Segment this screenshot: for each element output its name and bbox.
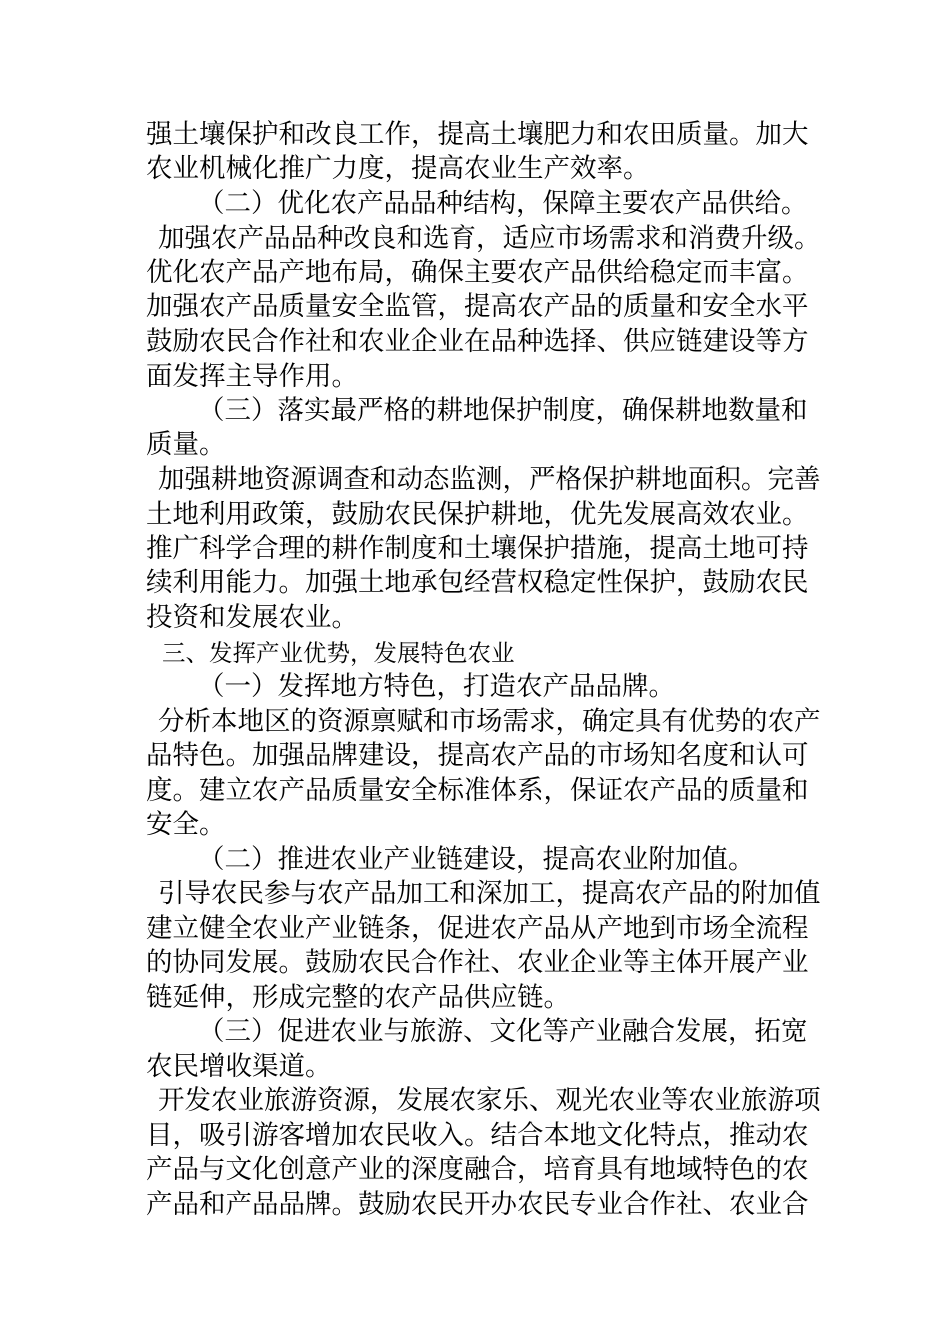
- text-line: 推广科学合理的耕作制度和土壤保护措施，提高土地可持: [146, 533, 809, 564]
- subheading-line: （二）推进农业产业链建设，提高农业附加值。: [198, 844, 755, 875]
- text-line: 土地利用政策，鼓励农民保护耕地，优先发展高效农业。: [146, 499, 809, 530]
- text-line: 目，吸引游客增加农民收入。结合本地文化特点，推动农: [146, 1120, 809, 1151]
- subheading-line: （一）发挥地方特色，打造农产品品牌。: [198, 671, 675, 702]
- text-line: 品特色。加强品牌建设，提高农产品的市场知名度和认可: [146, 740, 809, 771]
- text-line: 分析本地区的资源禀赋和市场需求，确定具有优势的农产: [158, 706, 821, 737]
- text-line: 优化农产品产地布局，确保主要农产品供给稳定而丰富。: [146, 257, 809, 288]
- text-line: 鼓励农民合作社和农业企业在品种选择、供应链建设等方: [146, 326, 809, 357]
- text-line: 链延伸，形成完整的农产品供应链。: [146, 982, 570, 1013]
- text-line: 加强耕地资源调查和动态监测，严格保护耕地面积。完善: [158, 464, 821, 495]
- subheading-line: （二）优化农产品品种结构，保障主要农产品供给。: [198, 188, 808, 219]
- text-line: 产品与文化创意产业的深度融合，培育具有地域特色的农: [146, 1154, 809, 1185]
- text-line: 建立健全农业产业链条，促进农产品从产地到市场全流程: [146, 913, 809, 944]
- text-line: 安全。: [146, 809, 226, 840]
- text-line: 开发农业旅游资源，发展农家乐、观光农业等农业旅游项: [158, 1085, 821, 1116]
- section-heading: 三、发挥产业优势，发展特色农业: [162, 639, 515, 667]
- text-line: 度。建立农产品质量安全标准体系，保证农产品的质量和: [146, 775, 809, 806]
- text-line: 农业机械化推广力度，提高农业生产效率。: [146, 153, 650, 184]
- text-line: 的协同发展。鼓励农民合作社、农业企业等主体开展产业: [146, 947, 809, 978]
- text-line: 投资和发展农业。: [146, 602, 358, 633]
- text-line: 质量。: [146, 429, 226, 460]
- text-line: 农民增收渠道。: [146, 1051, 332, 1082]
- text-line: 加强农产品质量安全监管，提高农产品的质量和安全水平: [146, 291, 809, 322]
- text-line: 加强农产品品种改良和选育，适应市场需求和消费升级。: [158, 223, 821, 254]
- text-line: 产品和产品品牌。鼓励农民开办农民专业合作社、农业合: [146, 1189, 809, 1220]
- text-line: 强土壤保护和改良工作，提高土壤肥力和农田质量。加大: [146, 119, 809, 150]
- subheading-line: （三）促进农业与旅游、文化等产业融合发展，拓宽: [198, 1016, 808, 1047]
- subheading-line: （三）落实最严格的耕地保护制度，确保耕地数量和: [198, 395, 808, 426]
- text-line: 续利用能力。加强土地承包经营权稳定性保护，鼓励农民: [146, 567, 809, 598]
- text-line: 引导农民参与农产品加工和深加工，提高农产品的附加值: [158, 878, 821, 909]
- text-line: 面发挥主导作用。: [146, 361, 358, 392]
